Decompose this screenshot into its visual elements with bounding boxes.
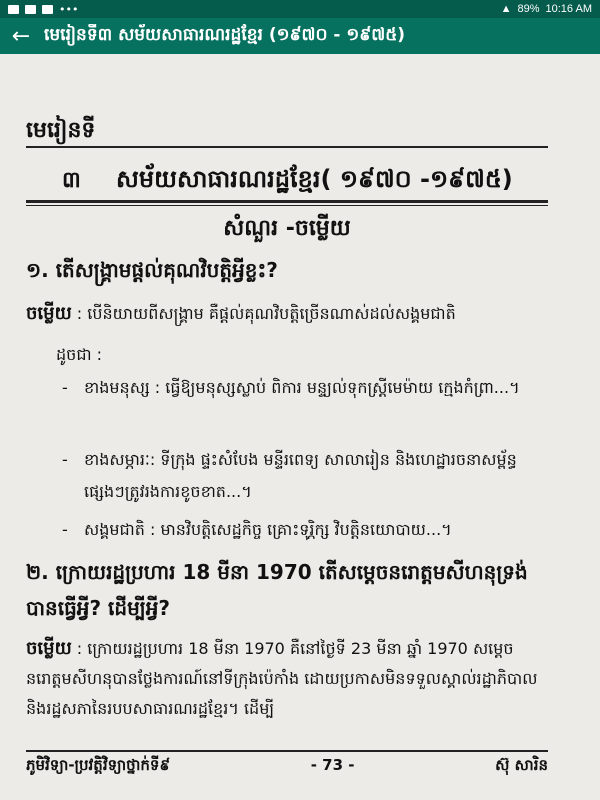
- youtube-icon: [42, 5, 53, 14]
- status-bar: [0, 0, 600, 18]
- gallery-icon: [8, 5, 19, 14]
- question-1: ១. តើសង្គ្រាមផ្តល់គុណវិបត្តិអ្វីខ្លះ?: [26, 258, 278, 282]
- page-number: - 73 -: [310, 756, 355, 774]
- answer-label: ចម្លើយ: [26, 638, 72, 659]
- divider: [26, 146, 548, 148]
- answer-label: ចម្លើយ: [26, 303, 72, 324]
- chapter-heading: [26, 164, 548, 199]
- qa-heading: សំណួរ -ចម្លើយ: [223, 216, 351, 241]
- footer-divider: [26, 750, 548, 752]
- list-item: - ខាងសម្ភារៈ: ទីក្រុង ផ្ទះសំបែង មន្ទីរពេទ្យ សាលារៀន និងហេដ្ឋារចនាសម្ព័ន្ធផ្សេងៗត្រូវរងការខូចខាត...។: [62, 450, 517, 501]
- divider: [26, 200, 548, 203]
- signal-icon: ▲: [500, 3, 512, 15]
- back-arrow-icon[interactable]: ←: [11, 23, 31, 49]
- answer-1: [26, 299, 548, 329]
- footer-author: ស៊ុ សារិន: [495, 756, 548, 774]
- download-icon: [25, 5, 36, 14]
- app-bar: [0, 18, 600, 54]
- lesson-label: មេរៀនទី: [26, 118, 96, 143]
- footer-subject: ភូមិវិទ្យា-ប្រវត្តិវិទ្យាថ្នាក់ទី៩: [26, 756, 171, 774]
- list-item: - សង្គមជាតិ : មានវិបត្តិសេដ្ឋកិច្ច គ្រោះទុរ្ភិក្ស វិបត្តិនយោបាយ...។: [62, 520, 452, 539]
- app-title: មេរៀនទី៣ សម័យសាធារណរដ្ឋខ្មែរ (១៩៧០ - ១៩៧៥): [44, 24, 406, 45]
- notification-icons: [8, 3, 78, 16]
- answer-intro: ដូចជា :: [56, 345, 103, 364]
- answer-text: : បើនិយាយពីសង្គ្រាម គឺផ្តល់គុណវិបត្តិច្រើនណាស់ដល់សង្គមជាតិ: [76, 304, 456, 323]
- clock: 10:16 AM: [545, 3, 592, 15]
- answer-2: [26, 634, 548, 724]
- question-2: ២. ក្រោយរដ្ឋប្រហារ 18 មីនា 1970 តើសម្តេចនរោត្តមសីហនុទ្រង់បានធ្វើអ្វី? ដើម្បីអ្វី?: [26, 560, 528, 620]
- chapter-number: ៣: [62, 167, 81, 193]
- answer-text: : ក្រោយរដ្ឋប្រហារ 18 មីនា 1970 គឺនៅថ្ងៃទី 23 មីនា ឆ្នាំ 1970 សម្តេចនរោត្តមសីហនុបានថ្លែងការណ៍នៅទីក្រុងប៉េកាំង ដោយប្រកាសមិនទទួលស្គាល់រដ្ឋាភិបាល និងរដ្ឋសភានៃរបបសាធារណរដ្ឋខ្មែរ។ ដើម្បី: [26, 639, 538, 718]
- list-item: - ខាងមនុស្ស : ធ្វើឱ្យមនុស្សស្លាប់ ពិការ មន្ទ្យល់ទុកស្ត្រីមេម៉ាយ ក្មេងកំព្រា...។: [62, 378, 520, 397]
- divider: [26, 205, 548, 206]
- page-footer: [26, 756, 548, 778]
- chapter-title: សម័យសាធារណរដ្ឋខ្មែរ( ១៩៧០ -១៩៧៥): [116, 165, 513, 193]
- more-notifications-icon: •••: [59, 2, 79, 16]
- page-viewer[interactable]: [0, 54, 600, 800]
- battery-level: 89%: [517, 3, 540, 15]
